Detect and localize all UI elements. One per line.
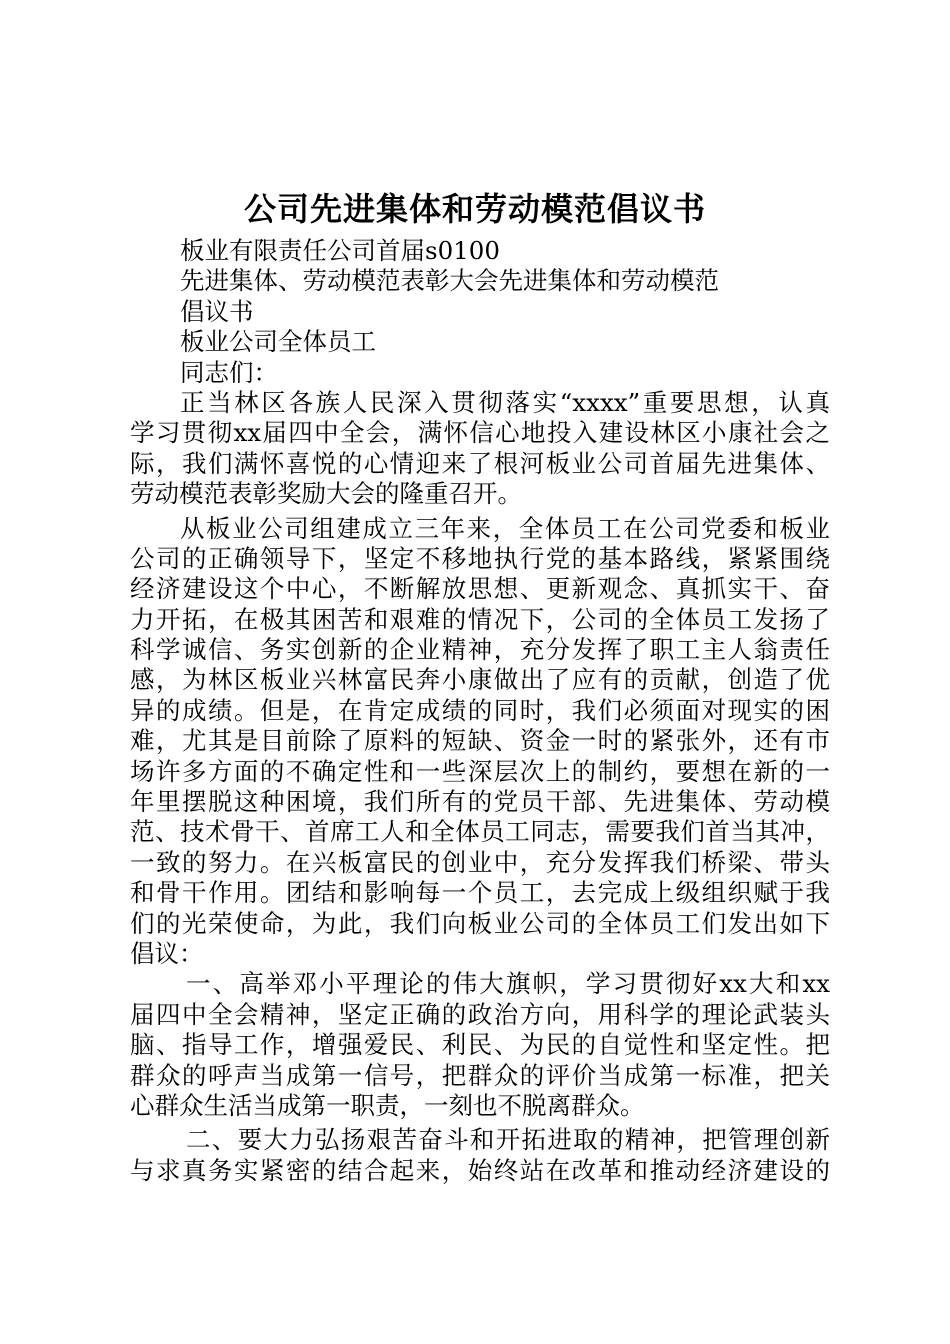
paragraph-line: 公司的正确领导下，坚定不移地执行党的基本路线，紧紧围绕 (130, 543, 830, 573)
paragraph-line: 正当林区各族人民深入贯彻落实“xxxx”重要思想，认真 (180, 387, 830, 417)
document-title: 公司先进集体和劳动模范倡议书 (243, 190, 706, 228)
paragraph-line: 年里摆脱这种困境，我们所有的党员干部、先进集体、劳动模 (130, 787, 830, 817)
paragraph-3 (130, 969, 830, 1121)
paragraph-line: 学习贯彻xx届四中全会，满怀信心地投入建设林区小康社会之 (130, 418, 830, 448)
paragraph-line: 倡议： (130, 938, 204, 968)
paragraph-line: 经济建设这个中心，不断解放思想、更新观念、真抓实干、奋 (130, 574, 830, 604)
paragraph-line: 一、高举邓小平理论的伟大旗帜，学习贯彻好xx大和xx (186, 969, 830, 999)
paragraph-line: 际，我们满怀喜悦的心情迎来了根河板业公司首届先进集体、 (130, 448, 830, 478)
paragraph-2 (130, 514, 830, 970)
paragraph-line: 劳动模范表彰奖励大会的隆重召开。 (130, 479, 522, 509)
paragraph-4 (130, 1125, 830, 1186)
header-line-salutation: 同志们： (180, 357, 278, 387)
paragraph-line: 届四中全会精神，坚定正确的政治方向，用科学的理论武装头 (130, 999, 830, 1029)
paragraph-line: 一致的努力。在兴板富民的创业中，充分发挥我们桥梁、带头 (130, 847, 830, 877)
paragraph-line: 和骨干作用。团结和影响每一个员工，去完成上级组织赋于我 (130, 878, 830, 908)
header-line-company: 板业有限责任公司首届s0100 (180, 236, 500, 265)
paragraph-1 (130, 388, 830, 510)
paragraph-line: 科学诚信、务实创新的企业精神，充分发挥了职工主人翁责任 (130, 635, 830, 665)
paragraph-line: 力开拓，在极其困苦和艰难的情况下，公司的全体员工发扬了 (130, 604, 830, 634)
header-line-conference: 先进集体、劳动模范表彰大会先进集体和劳动模范 (180, 266, 719, 296)
paragraph-line: 场许多方面的不确定性和一些深层次上的制约，要想在新的一 (130, 756, 830, 786)
paragraph-line: 难，尤其是目前除了原料的短缺、资金一时的紧张外，还有市 (130, 726, 830, 756)
paragraph-line: 二、要大力弘扬艰苦奋斗和开拓进取的精神，把管理创新 (186, 1125, 830, 1155)
paragraph-line: 脑、指导工作，增强爱民、利民、为民的自觉性和坚定性。把 (130, 1030, 830, 1060)
document-body (130, 236, 830, 1186)
header-line-recipients: 板业公司全体员工 (180, 327, 376, 357)
paragraph-line: 异的成绩。但是，在肯定成绩的同时，我们必须面对现实的困 (130, 695, 830, 725)
paragraph-line: 群众的呼声当成第一信号，把群众的评价当成第一标准，把关 (130, 1060, 830, 1090)
paragraph-line: 范、技术骨干、首席工人和全体员工同志，需要我们首当其冲， (130, 817, 830, 847)
paragraph-line: 从板业公司组建成立三年来，全体员工在公司党委和板业 (180, 513, 830, 543)
paragraph-line: 感，为林区板业兴林富民奔小康做出了应有的贡献，创造了优 (130, 665, 830, 695)
paragraph-line: 与求真务实紧密的结合起来，始终站在改革和推动经济建设的 (130, 1155, 830, 1185)
header-line-proposal: 倡议书 (180, 296, 254, 326)
paragraph-line: 们的光荣使命，为此，我们向板业公司的全体员工们发出如下 (130, 908, 830, 938)
paragraph-line: 心群众生活当成第一职责，一刻也不脱离群众。 (130, 1090, 645, 1120)
